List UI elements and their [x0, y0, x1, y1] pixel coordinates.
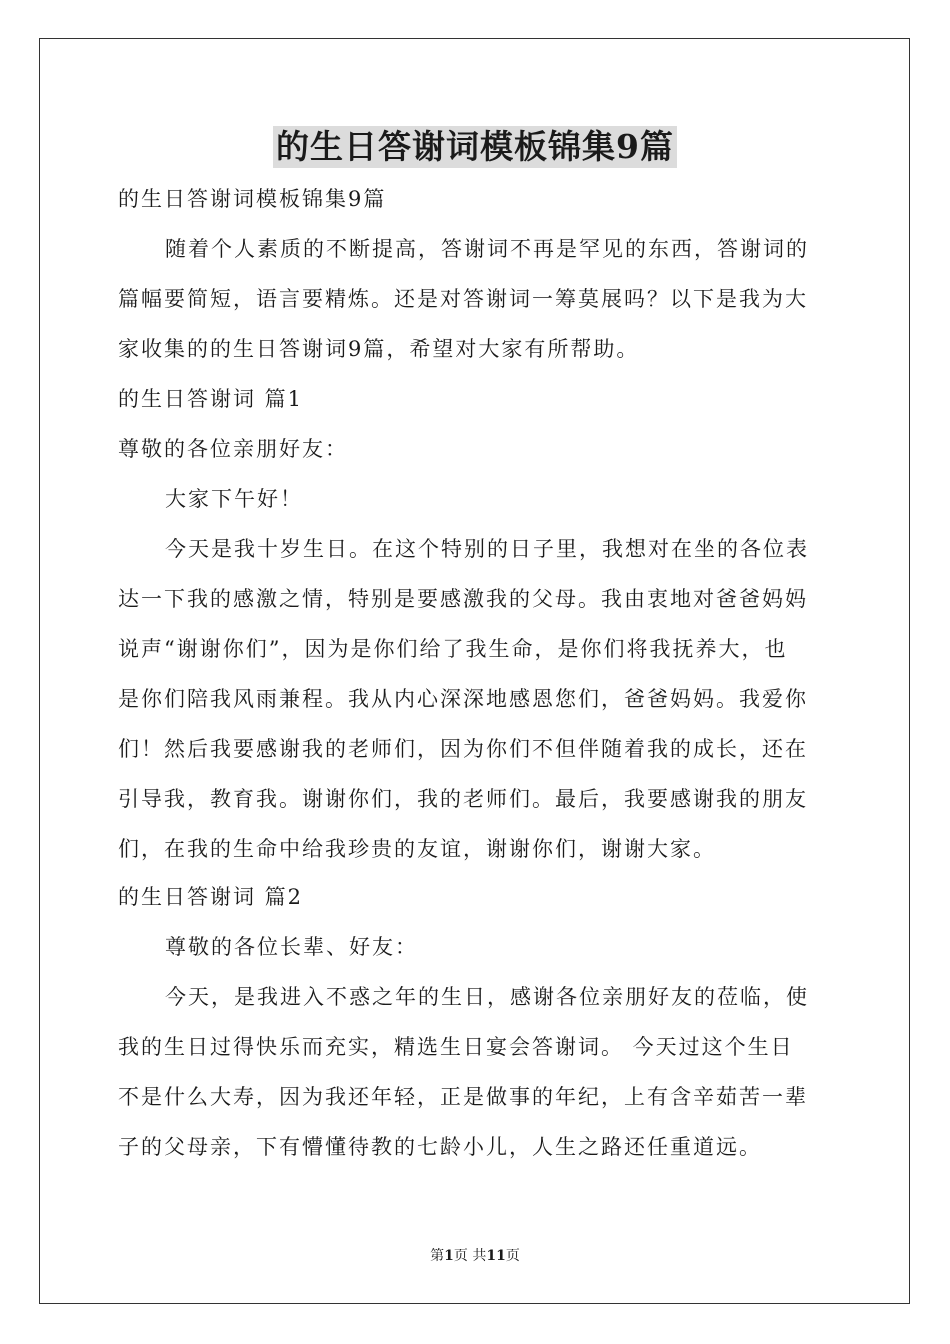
body-line: 们，在我的生命中给我珍贵的友谊，谢谢你们，谢谢大家。 — [118, 837, 716, 861]
salutation: 尊敬的各位长辈、好友： — [165, 935, 418, 959]
page-mid: 页 共 — [453, 1248, 487, 1264]
body-line: 不是什么大寿，因为我还年轻，正是做事的年纪，上有含辛茹苦一辈 — [118, 1085, 808, 1109]
section-heading: 的生日答谢词 篇1 — [118, 387, 304, 411]
body-line: 今天是我十岁生日。在这个特别的日子里，我想对在坐的各位表 — [165, 537, 809, 561]
section-heading: 的生日答谢词 篇2 — [118, 885, 304, 909]
page-total: 11 — [486, 1248, 506, 1264]
body-line: 我的生日过得快乐而充实，精选生日宴会答谢词。 今天过这个生日 — [118, 1035, 794, 1059]
page-prefix: 第 — [430, 1248, 445, 1264]
page-number: 1 — [444, 1248, 454, 1264]
body-line: 引导我，教育我。谢谢你们，我的老师们。最后，我要感谢我的朋友 — [118, 787, 808, 811]
document-subtitle: 的生日答谢词模板锦集9篇 — [118, 187, 387, 211]
page-footer — [0, 1246, 950, 1266]
salutation: 尊敬的各位亲朋好友： — [118, 437, 348, 461]
title-container — [0, 126, 950, 168]
body-line: 今天，是我进入不惑之年的生日，感谢各位亲朋好友的莅临，使 — [165, 985, 809, 1009]
intro-line: 篇幅要简短，语言要精炼。还是对答谢词一筹莫展吗？以下是我为大 — [118, 287, 808, 311]
greeting: 大家下午好！ — [165, 487, 303, 511]
body-line: 是你们陪我风雨兼程。我从内心深深地感恩您们，爸爸妈妈。我爱你 — [118, 687, 808, 711]
body-line: 达一下我的感激之情，特别是要感激我的父母。我由衷地对爸爸妈妈 — [118, 587, 808, 611]
document-title: 的生日答谢词模板锦集9篇 — [273, 126, 677, 168]
intro-line: 随着个人素质的不断提高，答谢词不再是罕见的东西，答谢词的 — [165, 237, 809, 261]
page-suffix: 页 — [505, 1248, 520, 1264]
intro-line: 家收集的的生日答谢词9篇，希望对大家有所帮助。 — [118, 337, 640, 361]
body-line: 们！然后我要感谢我的老师们，因为你们不但伴随着我的成长，还在 — [118, 737, 808, 761]
body-line: 说声“谢谢你们”，因为是你们给了我生命，是你们将我抚养大，也 — [118, 637, 788, 661]
page-border — [39, 38, 910, 1304]
body-line: 子的父母亲，下有懵懂待教的七龄小儿，人生之路还任重道远。 — [118, 1135, 762, 1159]
